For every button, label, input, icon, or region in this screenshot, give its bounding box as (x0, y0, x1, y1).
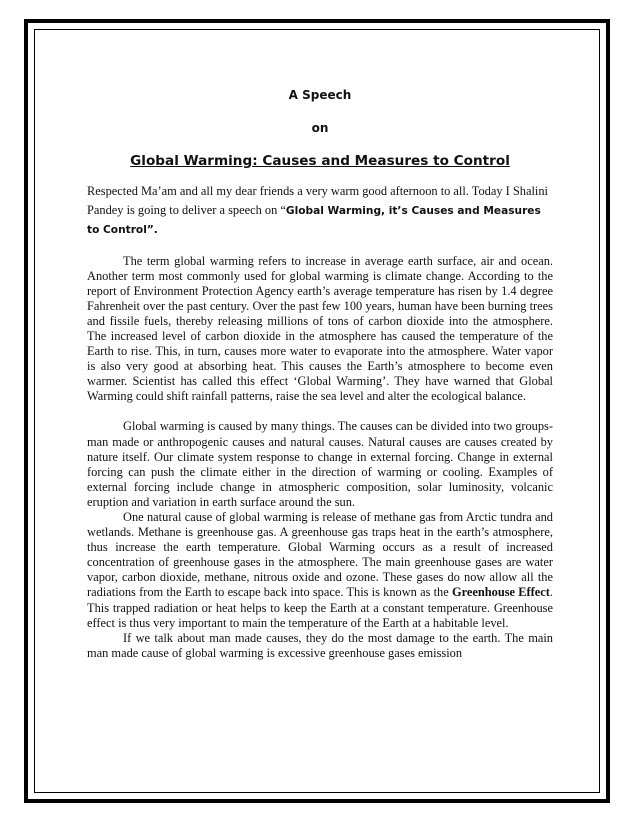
greenhouse-effect-term: Greenhouse Effect (451, 585, 550, 600)
intro-text-before: Respected Ma’am and all my dear friends a very warm good afternoon to all. Today I Shalini Pandey is going to deliver a speech on “ (87, 184, 548, 217)
paragraph-3-text-after: . This trapped radiation or heat helps to keep the Earth at a constant temperature. Greenhouse effect is thus very important to main the temperature of the Earth at a habitable level. (87, 585, 553, 630)
intro-text-after: ”. (146, 224, 158, 236)
paragraph-man-made-causes: If we talk about man made causes, they do the most damage to the earth. The main man made cause of global warming is excessive greenhouse gases emission (87, 630, 553, 660)
paragraph-3-text-before: One natural cause of global warming is release of methane gas from Arctic tundra and wetlands. Methane is greenhouse gas. A greenhouse gas traps heat in the earth’s atmosphere, thus increase the earth temperature. Global Warming occurs as a result of increased concentration of greenhouse gases in the atmosphere. The main greenhouse gases are water vapor, carbon dioxide, methane, nitrous oxide and ozone. These gases do now allow all the radiations from the Earth to escape back into space. This is known as the (87, 510, 553, 600)
paragraph-causes: Global warming is caused by many things. The causes can be divided into two groups- man made or anthropogenic causes and natural causes. Natural causes are causes created by nature itself. Our climate system response to change in external forcing. Change in external forcing can push the climate either in the direction of warming or cooling. Examples of external forcing include change in atmospheric composition, solar luminosity, volcanic eruption and variation in earth surface around the sun. (87, 419, 553, 509)
title-on: on (311, 121, 329, 135)
paragraph-natural-cause (87, 510, 553, 631)
subtitle-text: Global Warming: Causes and Measures to Control (130, 153, 510, 169)
paragraph-definition: The term global warming refers to increase in average earth surface, air and ocean. Another term most commonly used for global warming is climate change. According to the report of Environment Protection Agency earth’s average temperature has risen by 1.4 degree Fahrenheit over the past century. Over the past few 100 years, human have been burning trees and fissile fuels, thereby releasing millions of tons of carbon dioxide into the atmosphere. The increased level of carbon dioxide in the atmosphere has caused the temperature of the Earth to rise. This, in turn, causes more water to evaporate into the atmosphere. Water vapor is also very good at absorbing heat. This causes the Earth’s atmosphere to become even warmer. Scientist has called this effect ‘Global Warming’. They have warned that Global Warming could shift rainfall patterns, raise the sea level and alter the ecological balance. (87, 253, 553, 404)
document-body (87, 88, 553, 661)
title-a-speech: A Speech (288, 88, 352, 102)
intro-highlight: Global Warming, it’s Causes and Measures to Control (87, 204, 541, 236)
document-subtitle (87, 153, 553, 169)
intro-paragraph (87, 182, 553, 240)
